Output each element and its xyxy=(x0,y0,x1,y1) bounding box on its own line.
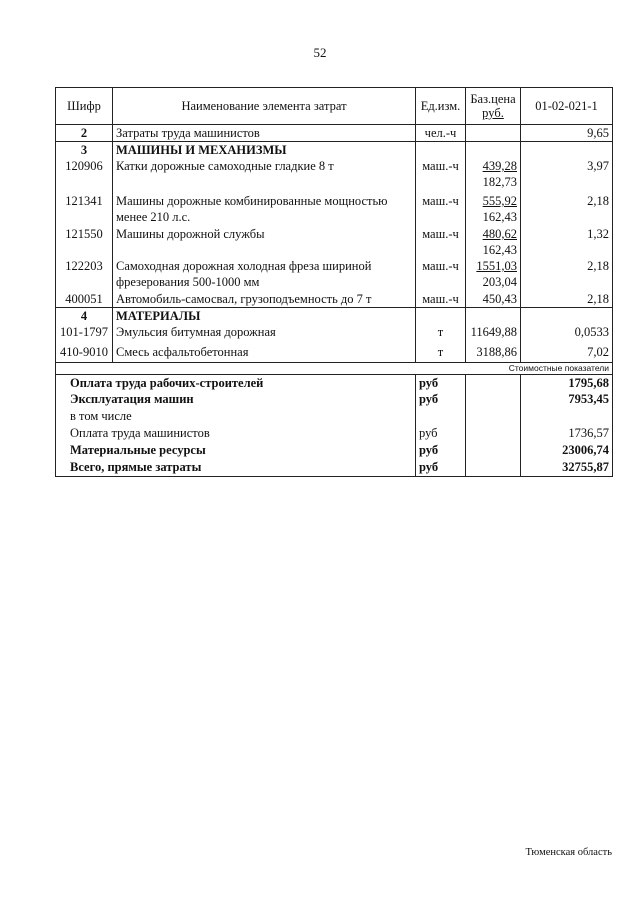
summary-unit: руб xyxy=(416,442,466,459)
row-name: Автомобиль-самосвал, грузоподъемность до 7 т xyxy=(113,291,416,308)
section-title: МАТЕРИАЛЫ xyxy=(113,308,416,325)
row-unit: маш.-ч xyxy=(416,226,466,258)
empty-cell xyxy=(466,142,521,159)
table-row xyxy=(56,158,613,193)
price-bottom: 203,04 xyxy=(482,275,517,289)
price-top: 480,62 xyxy=(482,227,517,241)
table-row xyxy=(56,125,613,142)
summary-value: 7953,45 xyxy=(521,391,613,408)
summary-name: Эксплуатация машин xyxy=(56,391,416,408)
header-price-line1: Баз.цена xyxy=(470,92,516,106)
row-name: Эмульсия битумная дорожная xyxy=(113,324,416,344)
empty-cell xyxy=(466,308,521,325)
section-code: 4 xyxy=(56,308,113,325)
price-top: 1551,03 xyxy=(476,259,517,273)
row-value: 2,18 xyxy=(521,258,613,291)
row-code: 121550 xyxy=(56,226,113,258)
row-code: 410-9010 xyxy=(56,344,113,362)
table-row xyxy=(56,226,613,258)
row-code: 400051 xyxy=(56,291,113,308)
section-row xyxy=(56,142,613,159)
header-price-line2: руб. xyxy=(482,106,504,120)
price-bottom: 182,73 xyxy=(482,175,517,189)
header-name: Наименование элемента затрат xyxy=(113,88,416,125)
empty-cell xyxy=(466,374,521,391)
empty-cell xyxy=(416,408,466,425)
price-bottom: 162,43 xyxy=(482,243,517,257)
table-row xyxy=(56,324,613,344)
table-row xyxy=(56,193,613,226)
row-value: 3,97 xyxy=(521,158,613,193)
summary-value: 1736,57 xyxy=(521,425,613,442)
section-code: 3 xyxy=(56,142,113,159)
row-value: 1,32 xyxy=(521,226,613,258)
summary-row xyxy=(56,408,613,425)
row-unit: маш.-ч xyxy=(416,258,466,291)
price-top: 439,28 xyxy=(482,159,517,173)
section-title: МАШИНЫ И МЕХАНИЗМЫ xyxy=(113,142,416,159)
empty-cell xyxy=(521,142,613,159)
row-name: Катки дорожные самоходные гладкие 8 т xyxy=(113,158,416,193)
empty-cell xyxy=(466,425,521,442)
section-row xyxy=(56,308,613,325)
summary-name: в том числе xyxy=(56,408,416,425)
header-unit: Ед.изм. xyxy=(416,88,466,125)
cost-table xyxy=(55,87,613,477)
summary-value: 1795,68 xyxy=(521,374,613,391)
row-price: 3188,86 xyxy=(466,344,521,362)
row-unit: маш.-ч xyxy=(416,291,466,308)
row-name: Машины дорожной службы xyxy=(113,226,416,258)
price-top: 555,92 xyxy=(482,194,517,208)
summary-unit: руб xyxy=(416,425,466,442)
footer-region: Тюменская область xyxy=(525,847,612,858)
row-code: 2 xyxy=(56,125,113,142)
row-name: Затраты труда машинистов xyxy=(113,125,416,142)
empty-cell xyxy=(466,442,521,459)
summary-row xyxy=(56,442,613,459)
page-number: 52 xyxy=(313,45,327,60)
summary-name: Оплата труда машинистов xyxy=(56,425,416,442)
row-code: 121341 xyxy=(56,193,113,226)
row-name: Машины дорожные комбинированные мощностью менее 210 л.с. xyxy=(113,193,416,226)
row-price xyxy=(466,125,521,142)
row-price xyxy=(466,193,521,226)
summary-unit: руб xyxy=(416,391,466,408)
header-price xyxy=(466,88,521,125)
header-norm: 01-02-021-1 xyxy=(521,88,613,125)
row-price xyxy=(466,226,521,258)
row-price xyxy=(466,158,521,193)
row-value: 9,65 xyxy=(521,125,613,142)
row-price: 11649,88 xyxy=(466,324,521,344)
summary-row xyxy=(56,374,613,391)
summary-row xyxy=(56,425,613,442)
row-price xyxy=(466,258,521,291)
summary-value: 23006,74 xyxy=(521,442,613,459)
summary-row xyxy=(56,459,613,476)
summary-unit: руб xyxy=(416,459,466,476)
table-header xyxy=(56,88,613,125)
table-row xyxy=(56,258,613,291)
empty-cell xyxy=(466,459,521,476)
empty-cell xyxy=(521,408,613,425)
summary-name: Материальные ресурсы xyxy=(56,442,416,459)
empty-cell xyxy=(466,391,521,408)
row-price: 450,43 xyxy=(466,291,521,308)
table-row xyxy=(56,291,613,308)
price-bottom: 162,43 xyxy=(482,210,517,224)
row-value: 2,18 xyxy=(521,291,613,308)
row-unit: т xyxy=(416,344,466,362)
row-name: Самоходная дорожная холодная фреза шириной фрезерования 500-1000 мм xyxy=(113,258,416,291)
row-unit: маш.-ч xyxy=(416,193,466,226)
row-unit: т xyxy=(416,324,466,344)
row-value: 2,18 xyxy=(521,193,613,226)
row-code: 120906 xyxy=(56,158,113,193)
row-value: 0,0533 xyxy=(521,324,613,344)
row-value: 7,02 xyxy=(521,344,613,362)
row-unit: чел.-ч xyxy=(416,125,466,142)
cost-caption: Стоимостные показатели xyxy=(56,362,613,374)
empty-cell xyxy=(521,308,613,325)
empty-cell xyxy=(466,408,521,425)
row-code: 122203 xyxy=(56,258,113,291)
cost-caption-row xyxy=(56,362,613,374)
summary-name: Всего, прямые затраты xyxy=(56,459,416,476)
row-code: 101-1797 xyxy=(56,324,113,344)
summary-row xyxy=(56,391,613,408)
summary-unit: руб xyxy=(416,374,466,391)
empty-cell xyxy=(416,142,466,159)
table-row xyxy=(56,344,613,362)
summary-value: 32755,87 xyxy=(521,459,613,476)
summary-name: Оплата труда рабочих-строителей xyxy=(56,374,416,391)
row-name: Смесь асфальтобетонная xyxy=(113,344,416,362)
header-code: Шифр xyxy=(56,88,113,125)
row-unit: маш.-ч xyxy=(416,158,466,193)
empty-cell xyxy=(416,308,466,325)
